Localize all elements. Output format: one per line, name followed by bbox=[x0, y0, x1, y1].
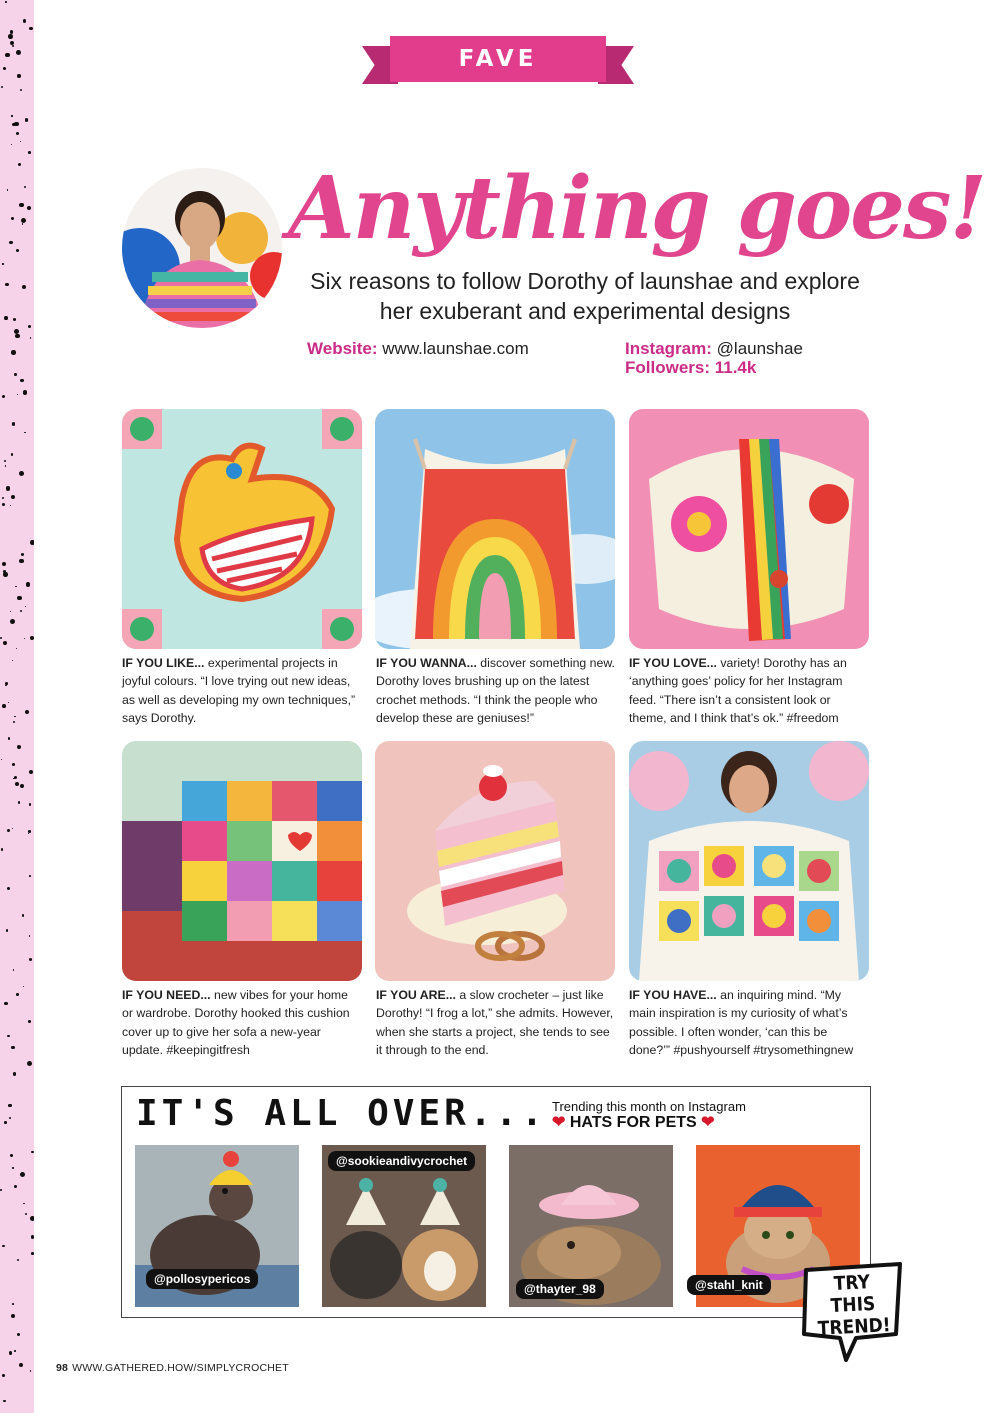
speckle bbox=[25, 1213, 27, 1215]
speckle bbox=[11, 115, 12, 116]
page-footer bbox=[56, 1362, 289, 1374]
speckle bbox=[7, 189, 8, 190]
speckle bbox=[2, 497, 4, 499]
speckle bbox=[5, 465, 7, 467]
subtitle-line-2: her exuberant and experimental designs bbox=[379, 298, 791, 324]
speckle bbox=[5, 685, 6, 686]
speckle bbox=[16, 648, 17, 649]
photo-duck-blanket bbox=[122, 409, 362, 649]
speckle bbox=[10, 611, 11, 612]
speckle bbox=[8, 737, 10, 739]
article-title: Anything goes! bbox=[288, 158, 986, 259]
handle-sookieandivycrochet[interactable]: @sookieandivycrochet bbox=[328, 1151, 475, 1171]
reason-5-lead: IF YOU ARE... bbox=[376, 988, 456, 1002]
speckle bbox=[14, 1185, 17, 1188]
speckle bbox=[20, 1172, 25, 1177]
speckle bbox=[1, 848, 3, 850]
reason-2-text: discover something new. Dorothy loves brushing up on the latest crochet methods. “I think the people who develop these are geniuses!” bbox=[376, 656, 615, 725]
subtitle-line-1: Six reasons to follow Dorothy of launshae and explore bbox=[310, 268, 860, 294]
speckle bbox=[23, 1203, 25, 1205]
reason-1 bbox=[122, 654, 362, 727]
speckle bbox=[20, 784, 24, 788]
reason-6 bbox=[629, 986, 869, 1059]
speckle bbox=[28, 151, 31, 154]
section-banner bbox=[362, 36, 634, 118]
try-this-trend-bubble bbox=[800, 1262, 904, 1362]
speckle bbox=[14, 373, 17, 376]
photo-granny-jacket bbox=[629, 741, 869, 981]
handle-stahl-knit[interactable]: @stahl_knit bbox=[687, 1275, 771, 1295]
speckle bbox=[30, 1370, 31, 1371]
instagram-info bbox=[625, 339, 803, 377]
speckle bbox=[18, 163, 21, 166]
speckle bbox=[7, 1035, 9, 1037]
speckle bbox=[28, 325, 32, 329]
speckle bbox=[17, 596, 22, 601]
trend-sub-label: Trending this month on Instagram bbox=[552, 1099, 746, 1114]
speckle bbox=[16, 249, 19, 252]
speckle bbox=[19, 471, 24, 476]
speckle bbox=[24, 432, 26, 434]
speckle bbox=[2, 263, 3, 264]
speckle bbox=[3, 641, 7, 645]
speckle bbox=[11, 453, 13, 455]
speckle bbox=[31, 1252, 34, 1255]
speckle bbox=[6, 486, 10, 490]
speckle bbox=[8, 1104, 11, 1107]
speckle bbox=[11, 144, 12, 145]
speckle bbox=[7, 887, 10, 890]
speckle bbox=[13, 1072, 16, 1075]
decorative-sidebar bbox=[0, 0, 34, 1413]
speckle bbox=[2, 704, 6, 708]
speckle bbox=[21, 218, 26, 223]
speckle bbox=[11, 350, 16, 355]
speckle bbox=[29, 935, 30, 936]
speckle bbox=[6, 929, 9, 932]
speckle bbox=[22, 914, 25, 917]
reason-2 bbox=[376, 654, 616, 727]
reason-4-text: new vibes for your home or wardrobe. Dorothy hooked this cushion cover up to give her sofa a new-year update. #keepingitfresh bbox=[122, 988, 350, 1057]
speckle bbox=[25, 710, 29, 714]
speckle bbox=[12, 660, 13, 661]
heart-icon: ❤ bbox=[552, 1114, 566, 1131]
footer-url[interactable]: WWW.GATHERED.HOW/SIMPLYCROCHET bbox=[72, 1362, 289, 1374]
speckle bbox=[11, 495, 15, 499]
speckle bbox=[12, 763, 15, 766]
speckle bbox=[16, 50, 21, 55]
instagram-label: Instagram: bbox=[625, 339, 712, 358]
speckle bbox=[25, 606, 26, 607]
speckle bbox=[29, 875, 31, 877]
speckle bbox=[17, 1333, 20, 1336]
speckle bbox=[29, 770, 33, 774]
speckle bbox=[20, 141, 21, 142]
speckle bbox=[21, 553, 24, 556]
reason-3-lead: IF YOU LOVE... bbox=[629, 656, 717, 670]
website-info bbox=[307, 339, 529, 358]
speckle bbox=[10, 505, 11, 506]
trend-subheading bbox=[552, 1099, 746, 1131]
speckle bbox=[2, 503, 5, 506]
speckle bbox=[10, 41, 14, 45]
followers-count: Followers: 11.4k bbox=[625, 358, 757, 377]
speckle bbox=[30, 636, 34, 640]
speckle bbox=[28, 1020, 31, 1023]
speckle bbox=[30, 337, 31, 338]
speckle bbox=[30, 540, 34, 545]
speckle bbox=[25, 118, 29, 122]
speckle bbox=[2, 1245, 4, 1247]
speckle bbox=[3, 67, 6, 70]
speckle bbox=[23, 986, 25, 988]
speckle bbox=[31, 1151, 33, 1153]
reason-6-text: an inquiring mind. “My main inspiration is my curiosity of what’s possible. I often wonder, ‘can this be done?’” #pushyourself #trysomethingnew bbox=[629, 988, 854, 1057]
speckle bbox=[24, 638, 25, 639]
reason-4-lead: IF YOU NEED... bbox=[122, 988, 211, 1002]
try-this-trend-label bbox=[808, 1270, 897, 1340]
speckle bbox=[14, 329, 19, 334]
speckle bbox=[22, 223, 24, 225]
speckle bbox=[19, 559, 24, 564]
speckle bbox=[14, 716, 16, 718]
speckle bbox=[10, 1154, 13, 1157]
reason-6-lead: IF YOU HAVE... bbox=[629, 988, 717, 1002]
speckle bbox=[8, 34, 13, 39]
speckle bbox=[9, 1117, 11, 1119]
reason-1-text: experimental projects in joyful colours. “I love trying out new ideas, as well as developing my own techniques,” says Dorothy. bbox=[122, 656, 356, 725]
article-subtitle bbox=[300, 266, 870, 326]
speckle bbox=[20, 610, 22, 612]
speckle bbox=[13, 969, 15, 971]
speckle bbox=[4, 316, 8, 320]
speckle bbox=[19, 1363, 23, 1367]
handle-thayter-98[interactable]: @thayter_98 bbox=[516, 1279, 604, 1299]
speckle bbox=[3, 572, 8, 577]
speckle bbox=[5, 682, 8, 685]
speckle bbox=[14, 1350, 15, 1351]
photo-patchwork-cushion bbox=[122, 741, 362, 981]
speckle bbox=[10, 30, 13, 33]
speckle bbox=[13, 721, 15, 723]
speckle bbox=[14, 122, 18, 126]
photo-rainbow-top bbox=[375, 409, 615, 649]
speckle bbox=[2, 395, 5, 398]
speckle bbox=[19, 203, 24, 208]
cta-line-1: TRY THIS bbox=[830, 1271, 876, 1318]
speckle bbox=[12, 1303, 14, 1305]
speckle bbox=[28, 833, 29, 834]
speckle bbox=[17, 1259, 20, 1262]
speckle bbox=[29, 958, 32, 961]
photo-rainbow-bag bbox=[629, 409, 869, 649]
instagram-handle[interactable]: @launshae bbox=[716, 339, 803, 358]
speckle bbox=[31, 1235, 34, 1239]
trend-topic-label: HATS FOR PETS bbox=[569, 1114, 697, 1131]
speckle bbox=[9, 241, 13, 245]
speckle bbox=[4, 1121, 7, 1124]
speckle bbox=[12, 828, 13, 829]
trend-topic bbox=[552, 1115, 746, 1131]
speckle bbox=[14, 776, 17, 779]
speckle bbox=[15, 586, 16, 587]
speckle bbox=[0, 637, 2, 639]
speckle bbox=[4, 1002, 7, 1005]
speckle bbox=[16, 993, 19, 996]
speckle bbox=[28, 830, 31, 833]
speckle bbox=[24, 186, 26, 188]
reason-3 bbox=[629, 654, 869, 727]
speckle bbox=[17, 74, 20, 77]
handle-pollosypericos[interactable]: @pollosypericos bbox=[146, 1269, 258, 1289]
speckle bbox=[23, 390, 27, 394]
photo-cake-slice bbox=[375, 741, 615, 981]
speckle bbox=[15, 782, 19, 786]
speckle bbox=[17, 745, 21, 749]
speckle bbox=[3, 1400, 6, 1403]
speckle bbox=[10, 619, 15, 624]
trend-heading: IT'S ALL OVER... bbox=[136, 1093, 547, 1134]
speckle bbox=[17, 394, 18, 395]
speckle bbox=[26, 582, 31, 587]
speckle bbox=[13, 318, 16, 321]
trend-box bbox=[121, 1086, 871, 1318]
speckle bbox=[2, 1374, 5, 1377]
speckle bbox=[12, 1167, 13, 1168]
speckle bbox=[2, 562, 6, 566]
speckle bbox=[20, 379, 24, 383]
website-label: Website: bbox=[307, 339, 378, 358]
reason-5-text: a slow crocheter – just like Dorothy! “I frog a lot,” she admits. However, when she starts a project, she tends to see it through to the end. bbox=[376, 988, 614, 1057]
speckle bbox=[27, 1061, 32, 1066]
speckle bbox=[11, 217, 14, 220]
speckle bbox=[18, 801, 20, 803]
speckle bbox=[11, 1314, 15, 1318]
reason-3-text: variety! Dorothy has an ‘anything goes’ policy for her Instagram feed. “There isn’t a consistent look or theme, and I think that’s ok.” #freedom bbox=[629, 656, 847, 725]
reason-1-lead: IF YOU LIKE... bbox=[122, 656, 205, 670]
speckle bbox=[12, 422, 16, 426]
speckle bbox=[1, 86, 3, 88]
speckle bbox=[22, 285, 26, 289]
page-number: 98 bbox=[56, 1362, 69, 1374]
website-link[interactable]: www.launshae.com bbox=[382, 339, 529, 358]
speckle bbox=[16, 132, 20, 136]
speckle bbox=[23, 19, 27, 23]
speckle bbox=[7, 829, 10, 832]
speckle bbox=[27, 206, 31, 210]
speckle bbox=[20, 89, 22, 91]
designer-portrait bbox=[122, 168, 282, 328]
cta-line-2: TREND! bbox=[817, 1314, 892, 1340]
speckle bbox=[29, 803, 32, 806]
speckle bbox=[29, 27, 32, 30]
heart-icon: ❤ bbox=[701, 1114, 715, 1131]
speckle bbox=[30, 1216, 34, 1221]
speckle bbox=[1, 759, 2, 760]
banner-label: FAVE FOLLOW bbox=[431, 46, 565, 118]
speckle bbox=[11, 1046, 15, 1050]
speckle bbox=[8, 702, 9, 703]
reason-2-lead: IF YOU WANNA... bbox=[376, 656, 477, 670]
speckle bbox=[5, 53, 9, 57]
speckle bbox=[4, 460, 6, 462]
reason-5 bbox=[376, 986, 616, 1059]
speckle bbox=[5, 283, 9, 287]
speckle bbox=[15, 334, 20, 339]
speckle bbox=[12, 45, 14, 47]
speckle bbox=[0, 1189, 2, 1191]
speckle bbox=[9, 1351, 13, 1355]
speckle bbox=[5, 1, 7, 3]
reason-4 bbox=[122, 986, 362, 1059]
